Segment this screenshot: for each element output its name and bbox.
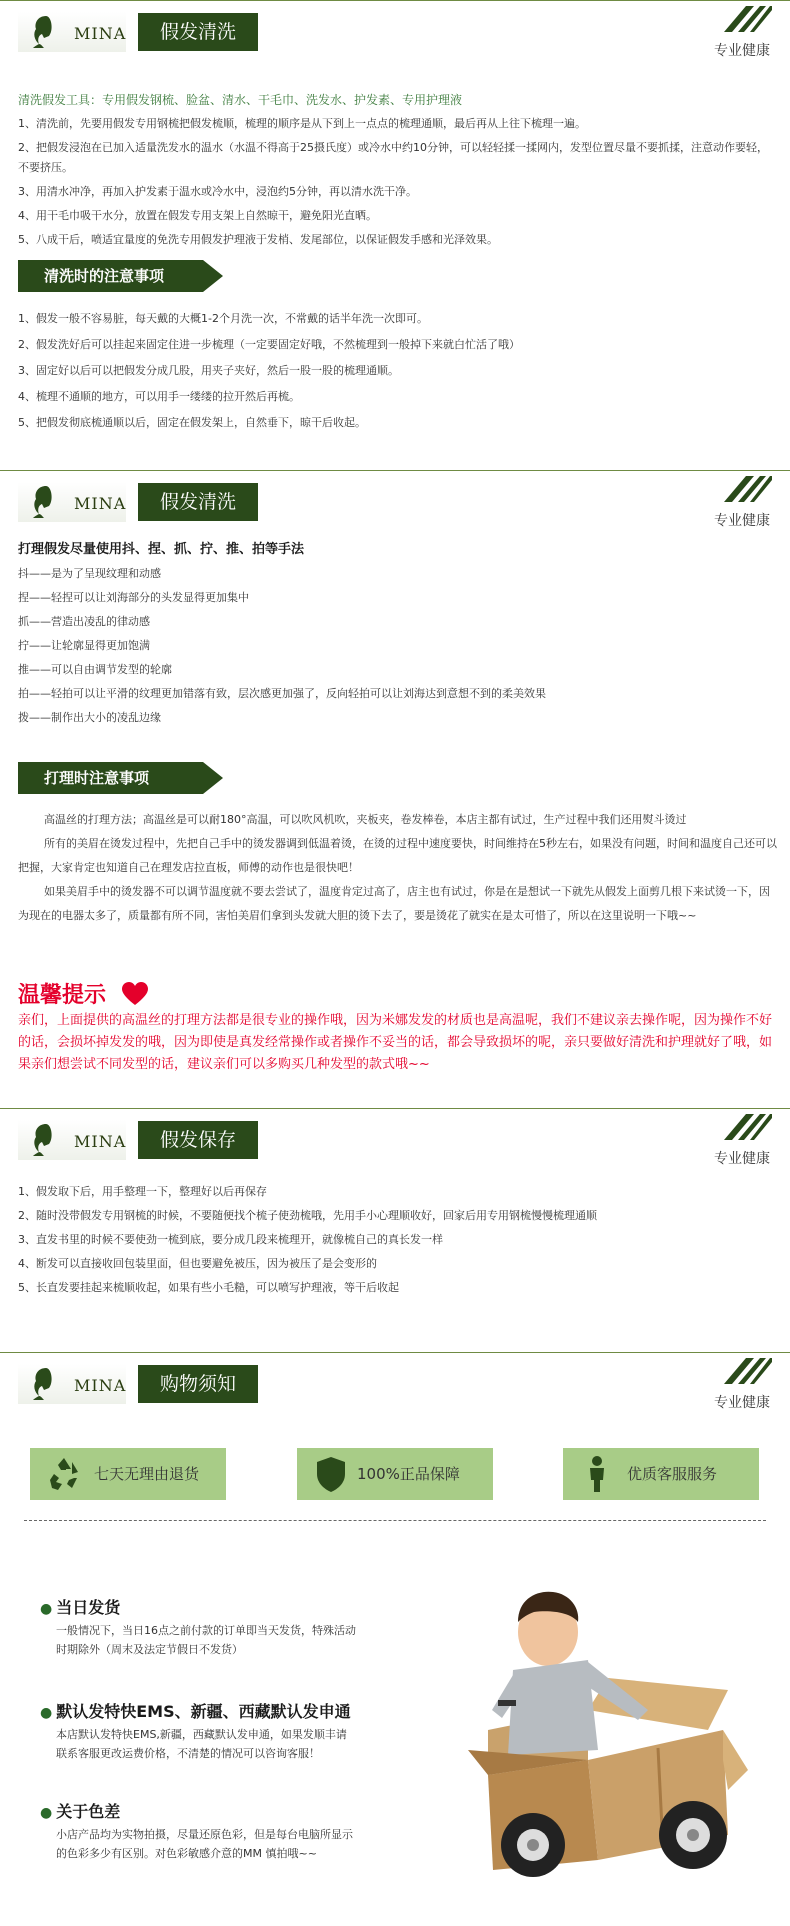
brand-logo bbox=[18, 1362, 258, 1408]
step-item: 5、八成干后，喷适宜量度的免洗专用假发护理液于发梢、发尾部位，以保证假发手感和光泽效果。 bbox=[18, 233, 498, 246]
header-subtitle: 专业健康 bbox=[714, 1151, 770, 1167]
header-subtitle: 专业健康 bbox=[714, 513, 770, 529]
note-paragraph: 高温丝的打理方法；高温丝是可以耐180°高温，可以吹风机吹，夹板夹，卷发棒卷，本店主都有试过，生产过程中我们还用熨斗烫过 bbox=[44, 813, 687, 826]
service-label: 100%正品保障 bbox=[357, 1465, 460, 1483]
method-item: 捏——轻捏可以让刘海部分的头发显得更加集中 bbox=[18, 591, 249, 604]
shipping-item-body: 本店默认发特快EMS,新疆，西藏默认发申通，如果发顺丰请联系客服更改运费价格，不清楚的情况可以咨询客服！ bbox=[56, 1728, 347, 1760]
section-title: 假发保存 bbox=[138, 1121, 258, 1159]
step-item: 2、把假发浸泡在已加入适量洗发水的温水（水温不得高于25摄氏度）或冷水中约10分钟，可以轻轻揉一揉网内，发型位置尽量不要抓揉，注意动作要轻，不要挤压。 bbox=[18, 141, 768, 174]
cleaning-notes bbox=[18, 306, 778, 436]
service-label: 七天无理由退货 bbox=[94, 1465, 200, 1483]
service-badge-genuine bbox=[297, 1448, 493, 1500]
brand-name: MINA bbox=[74, 1376, 127, 1395]
step-item: 1、清洗前，先要用假发专用钢梳把假发梳顺，梳理的顺序是从下到上一点点的梳理通顺，最后再从上往下梳理一遍。 bbox=[18, 117, 586, 130]
storage-instructions bbox=[18, 1180, 778, 1300]
note-item: 5、把假发彻底梳通顺以后，固定在假发架上，自然垂下，晾干后收起。 bbox=[18, 416, 366, 429]
method-item: 抖——是为了呈现纹理和动感 bbox=[18, 567, 161, 580]
brand-name: MINA bbox=[74, 1132, 127, 1151]
decorative-stripes bbox=[710, 476, 772, 502]
cleaning-instructions bbox=[18, 88, 778, 252]
method-item: 拧——让轮廓显得更加饱满 bbox=[18, 639, 150, 652]
recycle-icon bbox=[44, 1454, 84, 1494]
section-header-storage bbox=[0, 1108, 790, 1168]
note-paragraph: 如果美眉手中的烫发器不可以调节温度就不要去尝试了，温度肯定过高了，店主也有试过，你是在是想试一下就先从假发上面剪几根下来试烫一下，因为现在的电器太多了，质量都有所不同，害怕美眉们拿到头发就大胆的烫下去了，要是烫花了就实在是太可惜了，所以在这里说明一下哦~~ bbox=[18, 885, 770, 922]
shipping-item: ● 关于色差 小店产品均为实物拍摄，尽量还原色彩，但是每台电脑所显示的色彩多少有区别。对色彩敏感介意的MM 慎拍哦~~ bbox=[40, 1800, 460, 1863]
note-paragraph: 所有的美眉在烫发过程中，先把自己手中的烫发器调到低温着烫，在烫的过程中速度要快，时间维持在5秒左右，如果没有问题，时间和温度自己还可以把握，大家肯定也知道自己在理发店拉直板，师傅的动作也是很快吧！ bbox=[18, 837, 777, 874]
shipping-item-title: 默认发特快EMS、新疆、西藏默认发申通 bbox=[56, 1702, 351, 1721]
decorative-stripes bbox=[710, 1358, 772, 1384]
decorative-stripes bbox=[710, 6, 772, 32]
service-badge-return bbox=[30, 1448, 226, 1500]
storage-item: 4、断发可以直接收回包装里面，但也要避免被压，因为被压了是会变形的 bbox=[18, 1257, 377, 1270]
note-item: 4、梳理不通顺的地方，可以用手一缕缕的拉开然后再梳。 bbox=[18, 390, 300, 403]
section-title: 假发清洗 bbox=[138, 13, 258, 51]
shipping-item-title: 当日发货 bbox=[56, 1598, 121, 1617]
lady-silhouette-logo-icon bbox=[30, 1122, 58, 1156]
shield-icon bbox=[311, 1454, 351, 1494]
shipping-item-body: 小店产品均为实物拍摄，尽量还原色彩，但是每台电脑所显示的色彩多少有区别。对色彩敏感介意的MM 慎拍哦~~ bbox=[56, 1828, 353, 1860]
warm-tip-text: 亲们，上面提供的高温丝的打理方法都是很专业的操作哦，因为米娜发发的材质也是高温呢，我们不建议亲去操作呢，因为操作不好的话，会损坏掉发发的哦，因为即使是真发经常操作或者操作不妥当的话，都会导致损坏的呢，亲只要做好清洗和护理就好了哦，如果亲们想尝试不同发型的话，建议亲们可以多购买几种发型的款式哦~~ bbox=[18, 1013, 773, 1072]
dashed-divider bbox=[24, 1520, 766, 1521]
tag-label: 清洗时的注意事项 bbox=[44, 267, 165, 285]
shipping-item: ● 当日发货 一般情况下，当日16点之前付款的订单即当天发货，特殊活动时期除外（周末及法定节假日不发货） bbox=[40, 1596, 460, 1659]
section-header-shopping bbox=[0, 1352, 790, 1412]
storage-item: 3、直发书里的时候不要使劲一梳到底，要分成几段来梳理开，就像梳自己的真长发一样 bbox=[18, 1233, 443, 1246]
header-subtitle: 专业健康 bbox=[714, 1395, 770, 1411]
boy-in-box-car-illustration bbox=[438, 1560, 768, 1880]
header-top-line bbox=[0, 0, 790, 1]
brand-logo bbox=[18, 1118, 258, 1164]
shipping-item: ● 默认发特快EMS、新疆、西藏默认发申通 本店默认发特快EMS,新疆，西藏默认发申通，如果发顺丰请联系客服更改运费价格，不清楚的情况可以咨询客服！ bbox=[40, 1700, 460, 1763]
method-item: 拨——制作出大小的凌乱边缘 bbox=[18, 711, 161, 724]
storage-item: 5、长直发要挂起来梳顺收起，如果有些小毛糙，可以喷写护理液，等干后收起 bbox=[18, 1281, 399, 1294]
shipping-item-body: 一般情况下，当日16点之前付款的订单即当天发货，特殊活动时期除外（周末及法定节假日不发货） bbox=[56, 1624, 356, 1656]
service-badge-support bbox=[563, 1448, 759, 1500]
header-subtitle: 专业健康 bbox=[714, 43, 770, 59]
method-item: 拍——轻拍可以让平滑的纹理更加错落有致，层次感更加强了，反向轻拍可以让刘海达到意想不到的柔美效果 bbox=[18, 687, 546, 700]
person-icon bbox=[577, 1454, 617, 1494]
method-item: 推——可以自由调节发型的轮廓 bbox=[18, 663, 172, 676]
method-item: 抓——营造出凌乱的律动感 bbox=[18, 615, 150, 628]
header-top-line bbox=[0, 470, 790, 471]
service-label: 优质客服服务 bbox=[627, 1465, 718, 1483]
note-item: 2、假发洗好后可以挂起来固定住进一步梳理（一定要固定好哦，不然梳理到一般掉下来就白忙活了哦） bbox=[18, 338, 520, 351]
styling-methods bbox=[18, 538, 778, 730]
header-top-line bbox=[0, 1108, 790, 1109]
shipping-item-title: 关于色差 bbox=[56, 1802, 121, 1821]
methods-heading: 打理假发尽量使用抖、捏、抓、拧、推、拍等手法 bbox=[18, 542, 305, 557]
storage-item: 1、假发取下后，用手整理一下，整理好以后再保存 bbox=[18, 1185, 267, 1198]
decorative-stripes bbox=[710, 1114, 772, 1140]
brand-name: MINA bbox=[74, 24, 127, 43]
section-header-styling bbox=[0, 470, 790, 530]
warm-tip-title: 温馨提示 bbox=[18, 983, 107, 1008]
brand-logo bbox=[18, 10, 258, 56]
heart-icon bbox=[122, 982, 148, 1006]
header-top-line bbox=[0, 1352, 790, 1353]
section-header-cleaning bbox=[0, 0, 790, 60]
section-title: 购物须知 bbox=[138, 1365, 258, 1403]
lady-silhouette-logo-icon bbox=[30, 14, 58, 48]
step-item: 4、用干毛巾吸干水分，放置在假发专用支架上自然晾干，避免阳光直晒。 bbox=[18, 209, 377, 222]
styling-notes bbox=[18, 808, 778, 928]
tools-line: 清洗假发工具：专用假发钢梳、脸盆、清水、干毛巾、洗发水、护发素、专用护理液 bbox=[18, 93, 463, 107]
lady-silhouette-logo-icon bbox=[30, 484, 58, 518]
note-item: 1、假发一般不容易脏，每天戴的大概1-2个月洗一次，不常戴的话半年洗一次即可。 bbox=[18, 312, 428, 325]
section-title: 假发清洗 bbox=[138, 483, 258, 521]
section-tag bbox=[18, 762, 228, 794]
note-item: 3、固定好以后可以把假发分成几股，用夹子夹好，然后一股一股的梳理通顺。 bbox=[18, 364, 399, 377]
brand-name: MINA bbox=[74, 494, 127, 513]
step-item: 3、用清水冲净，再加入护发素于温水或冷水中，浸泡约5分钟，再以清水洗干净。 bbox=[18, 185, 417, 198]
storage-item: 2、随时没带假发专用钢梳的时候，不要随便找个梳子使劲梳哦，先用手小心理顺收好，回家后用专用钢梳慢慢梳理通顺 bbox=[18, 1209, 597, 1222]
tag-label: 打理时注意事项 bbox=[44, 769, 150, 787]
brand-logo bbox=[18, 480, 258, 526]
section-tag bbox=[18, 260, 228, 292]
lady-silhouette-logo-icon bbox=[30, 1366, 58, 1400]
